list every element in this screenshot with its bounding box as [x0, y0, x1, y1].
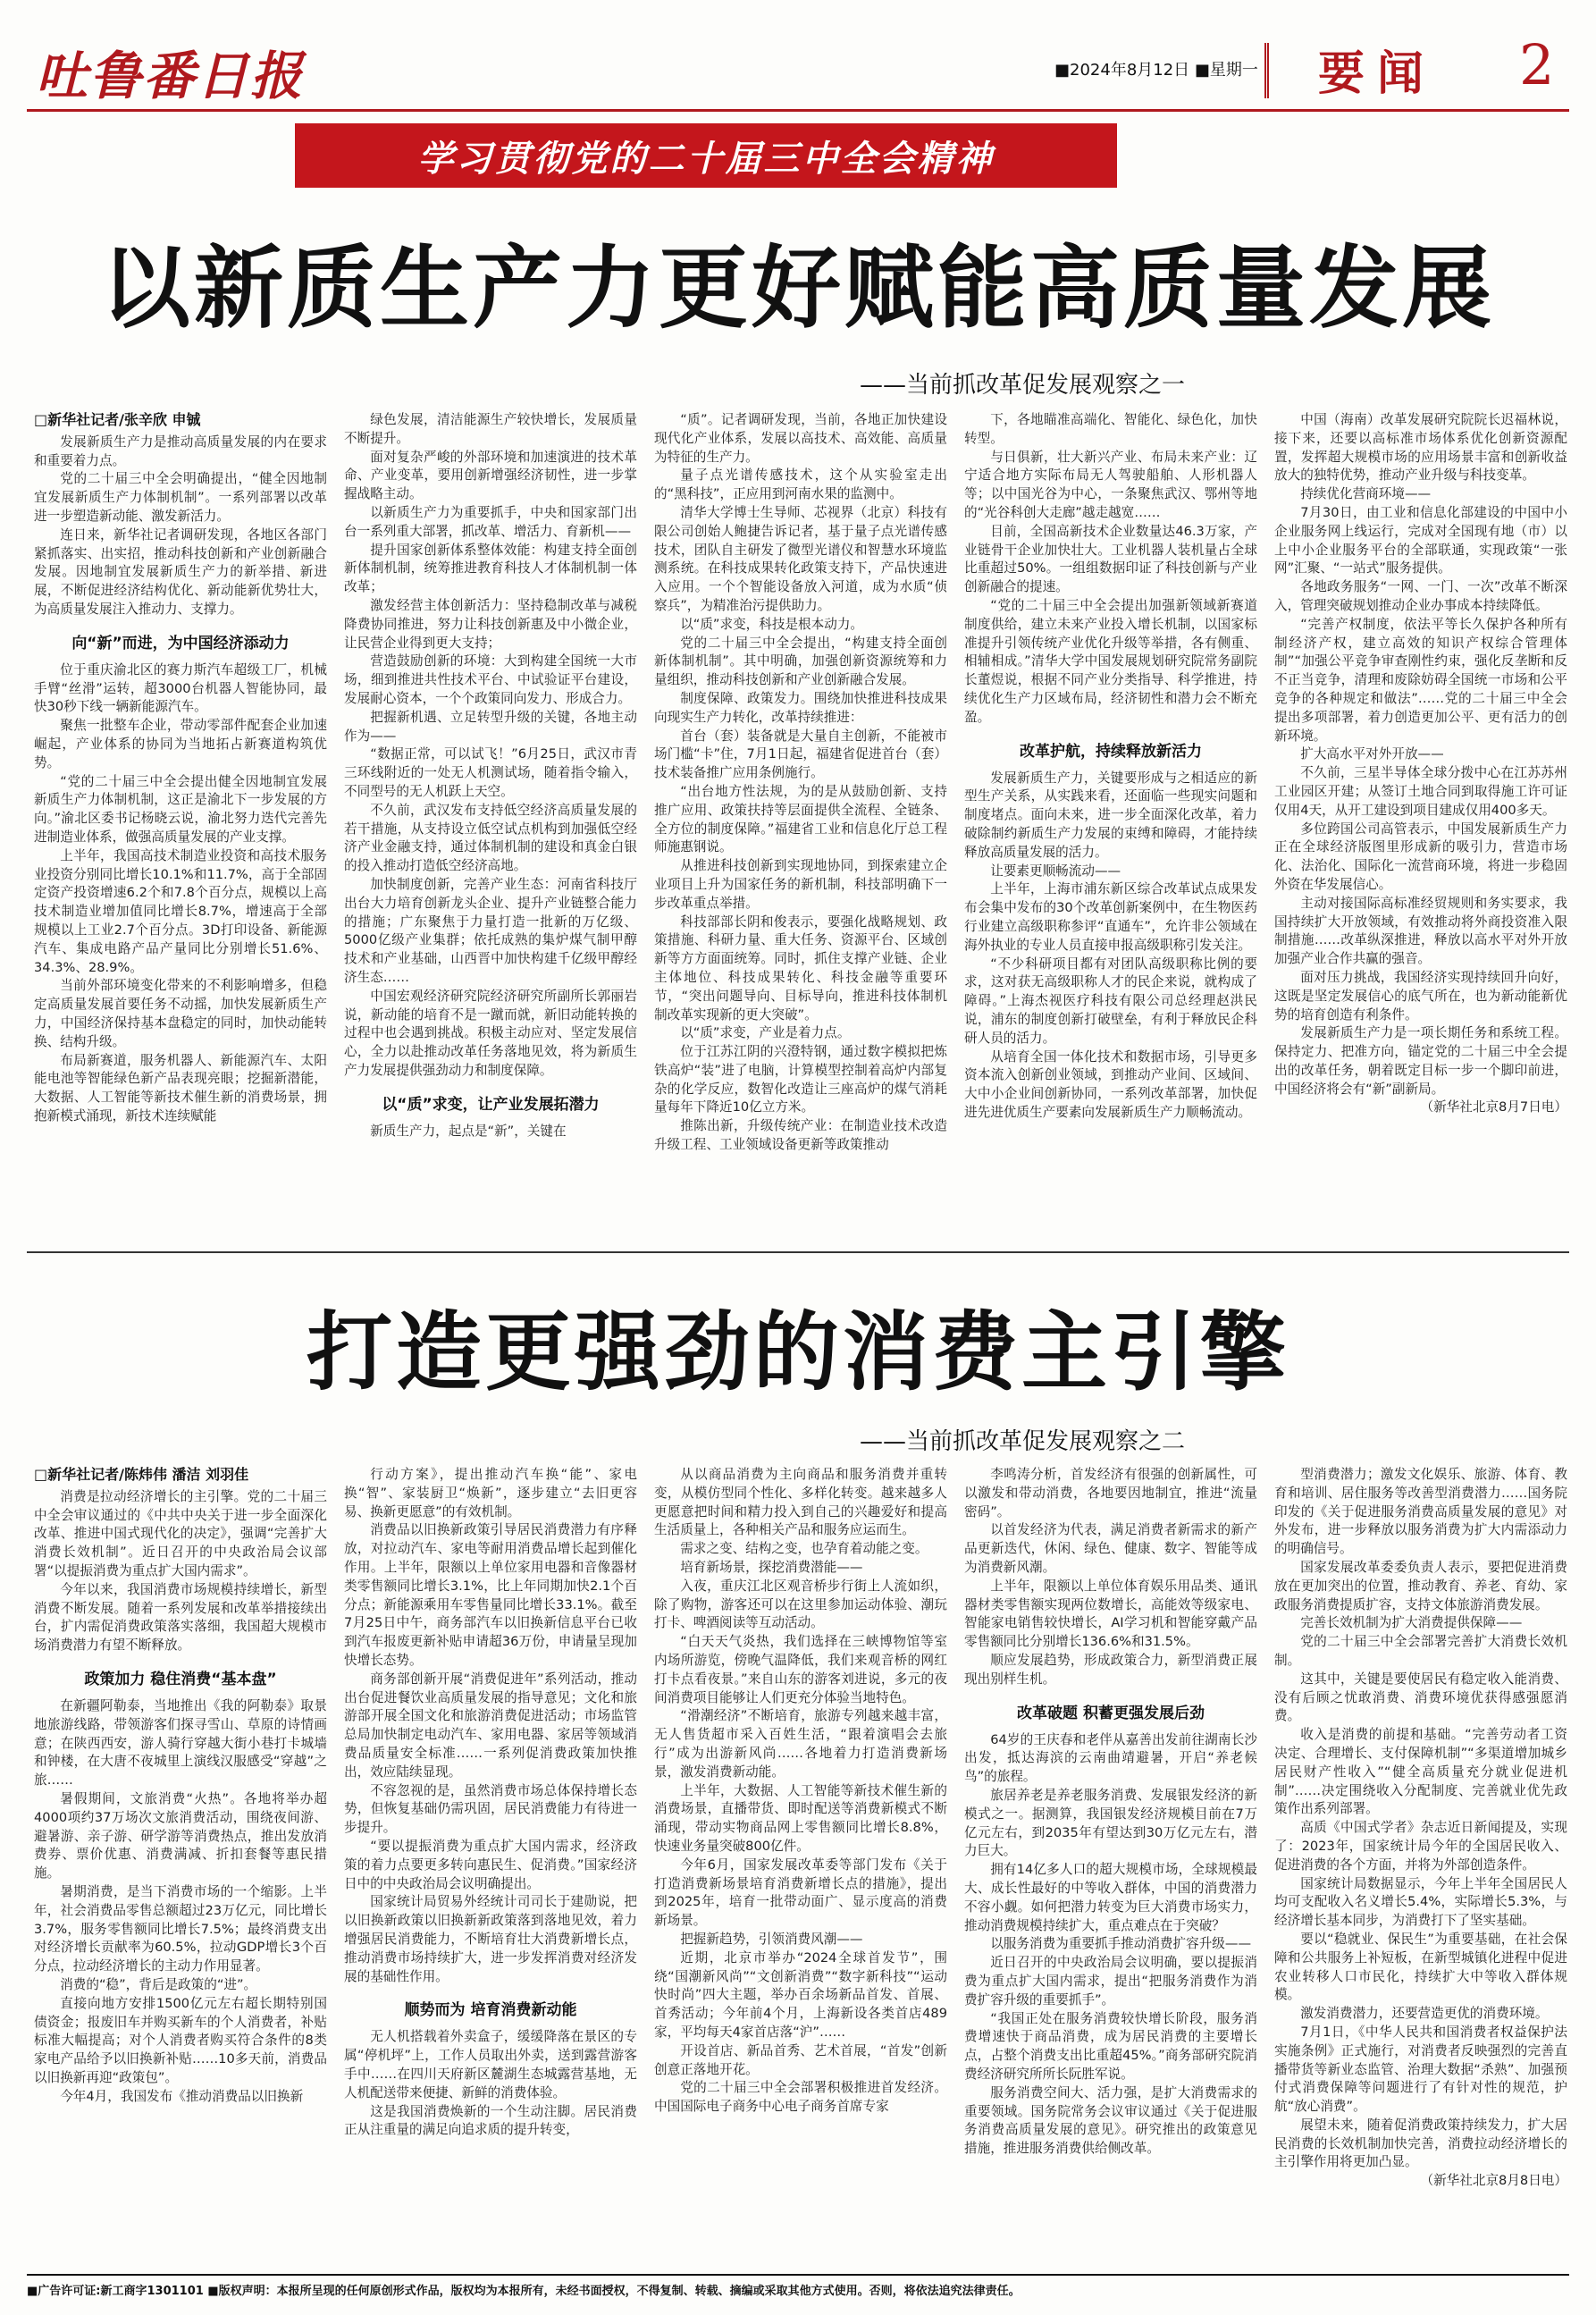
paragraph: 拥有14亿多人口的超大规模市场，全球规模最大、成长性最好的中等收入群体，中国的消费潜力不容小觑。如何把潜力转变为巨大消费市场实力，推动消费规模持续扩大，重点难点在于突破？ [964, 1862, 1257, 1933]
paragraph: 量子点光谱传感技术，这个从实验室走出的“黑科技”，正应用到河南水果的监测中。 [654, 467, 947, 502]
article1-column [964, 411, 1257, 1233]
masthead-rule [27, 109, 1569, 112]
paragraph: 当前外部环境变化带来的不利影响增多，但稳定高质量发展首要任务不动摇，加快发展新质生产力，中国经济保持基本盘稳定的同时，加快动能转换、结构升级。 [34, 978, 327, 1049]
paragraph: 党的二十届三中全会明确提出，“健全因地制宜发展新质生产力体制机制”。一系列部署以改革进一步塑造新动能、激发新活力。 [34, 471, 327, 524]
masthead [0, 0, 1596, 134]
paragraph: 党的二十届三中全会部署积极推进首发经济。中国国际电子商务中心电子商务首席专家 [654, 2080, 947, 2115]
paragraph: “不少科研项目都有对团队高级职称比例的要求，这对获无高级职称人才的民企来说，就构成了障碍。”上海杰视医疗科技有限公司总经理赵洪民说，浦东的制度创新打破壁垒，有利于释放民企科研人员的活力。 [964, 955, 1257, 1046]
paragraph: 制度保障、政策发力。围绕加快推进科技成果向现实生产力转化，改革持续推进： [654, 690, 947, 725]
paragraph: 高质《中国式学者》杂志近日新闻提及，实现了：2023年，国家统计局今年的全国居民收入、促进消费的各个方面，并将为外部创造条件。 [1274, 1820, 1567, 1873]
article1-subhead: ——当前抓改革促发展观察之一 [859, 372, 1185, 399]
paragraph: 位于江苏江阴的兴澄特钢，通过数字模拟把炼铁高炉“装”进了电脑，计算模型控制着高炉内部复杂的化学反应，数智化改造让三座高炉的煤气消耗量每年下降近10亿立方米。 [654, 1044, 947, 1115]
paragraph: 从培育全国一体化技术和数据市场，引导更多资本流入创新创业领域，到推动产业间、区域间、大中小企业间创新协同，一系列改革部署，加快促进先进优质生产要素向发展新质生产力顺畅流动。 [964, 1048, 1257, 1120]
paragraph: 从推进科技创新到实现地协同，到探索建立企业项目上升为国家任务的新机制，科技部明确下一步改革重点举措。 [654, 858, 947, 911]
article2-column [34, 1466, 327, 2261]
page-number: 2 [1519, 32, 1555, 97]
paragraph: 消费品以旧换新政策引导居民消费潜力有序释放，对拉动汽车、家电等耐用消费品增长起到催化作用。上半年，限额以上单位家用电器和音像器材类零售额同比增长3.1%，比上年同期加快2.1个百分点；新能源乘用车零售量同比增长33.1%。截至7月25日中午，商务部汽车以旧换新信息平台已收到汽车报废更新补贴申请超36万份，申请量呈现加快增长态势。 [344, 1522, 637, 1668]
paragraph: 近期，北京市举办“2024全球首发节”，围绕“国潮新风尚”“文创新消费”“数字新科技”“运动快时尚”四大主题，举办百余场新品首发、首展、首秀活动；今年前4个月，上海新设各类首店489家，平均每天4家首店落“沪”…… [654, 1949, 947, 2040]
paragraph: 中国（海南）改革发展研究院院长迟福林说，接下来，还要以高标准市场体系优化创新资源配置，发挥超大规模市场的应用场景丰富和创新收益放大的独特优势，推动产业升级与科技变革。 [1274, 412, 1567, 484]
paragraph: 需求之变、结构之变，也孕育着动能之变。 [680, 1541, 928, 1557]
paragraph: 这是我国消费焕新的一个生动注脚。居民消费正从注重量的满足向追求质的提升转变， [344, 2103, 637, 2138]
paragraph: 收入是消费的前提和基础。“完善劳动者工资决定、合理增长、支付保障机制”“多渠道增加城乡居民财产性收入”“健全高质量充分就业促进机制”……决定围绕收入分配制度、完善就业优先政策作出系列部署。 [1274, 1727, 1567, 1817]
subheading: 改革破题 积蓄更强发展后劲 [1017, 1704, 1205, 1722]
paragraph: 持续优化营商环境—— [1300, 486, 1432, 502]
paragraph: 今年6月，国家发展改革委等部门发布《关于打造消费新场景培育消费新增长点的措施》，提出到2025年，培育一批带动面广、显示度高的消费新场景。 [654, 1856, 947, 1929]
paragraph: 中国宏观经济研究院经济研究所副所长郭丽岩说，新动能的培育不是一蹴而就，新旧动能转换的过程中也会遇到挑战。积极主动应对、坚定发展信心，全力以赴推动改革任务落地见效，将为新质生产力发展提供强劲动力和制度保障。 [344, 988, 637, 1078]
paragraph: 绿色发展，清洁能源生产较快增长，发展质量不断提升。 [344, 412, 637, 446]
paragraph: “我国正处在服务消费较快增长阶段，服务消费增速快于商品消费，成为居民消费的主要增长点，占整个消费支出比重超45%。”商务部研究院消费经济研究所所长阮胜军说。 [964, 2010, 1257, 2082]
paragraph: 发展新质生产力是推动高质量发展的内在要求和重要着力点。 [34, 434, 327, 468]
paragraph: 布局新赛道，服务机器人、新能源汽车、太阳能电池等智能绿色新产品表现亮眼；挖掘新潜能，大数据、人工智能等新技术催生新的消费场景，拥抱新模式涌现，新技术连续赋能 [34, 1052, 327, 1124]
dateline-source: （新华社北京8月7日电） [1420, 1099, 1567, 1115]
paragraph: 入夜，重庆江北区观音桥步行街上人流如织，除了购物，游客还可以在这里参加运动体验、潮玩打卡、啤酒阅读等互动活动。 [654, 1578, 947, 1631]
paragraph: 国家发展改革委委负责人表示，要把促进消费放在更加突出的位置，推动教育、养老、育幼、家政服务消费提质扩容，支持文体旅游消费发展。 [1274, 1559, 1567, 1612]
paragraph: 以服务消费为重要抓手推动消费扩容升级—— [990, 1936, 1252, 1952]
paragraph: 推陈出新，升级传统产业：在制造业技术改造升级工程、工业领域设备更新等政策推动 [654, 1118, 947, 1153]
paragraph: 行动方案》，提出推动汽车换“能”、家电换“智”、家装厨卫“焕新”，逐步建立“去旧更容易、换新更愿意”的有效机制。 [344, 1467, 637, 1519]
paragraph: 面对压力挑战，我国经济实现持续回升向好，这既是坚定发展信心的底气所在，也为新动能新优势的培育创造有利条件。 [1274, 969, 1567, 1023]
paragraph: 多位跨国公司高管表示，中国发展新质生产力正在全球经济版图里形成新的吸引力，营造市场化、法治化、国际化一流营商环境，将进一步稳固外资在华发展信心。 [1274, 821, 1567, 892]
article1-column [654, 411, 947, 1233]
paragraph: 顺应发展趋势，形成政策合力，新型消费正展现出别样生机。 [964, 1652, 1257, 1687]
paragraph: “要以提振消费为重点扩大国内需求，经济政策的着力点要更多转向惠民生、促消费。”国家经济日中的中央政治局会议明确提出。 [344, 1838, 637, 1891]
dateline-source: （新华社北京8月8日电） [1420, 2173, 1567, 2189]
paragraph: 首台（套）装备就是大量自主创新，不能被市场门槛“卡”住，7月1日起，福建省促进首台（套）技术装备推广应用条例施行。 [654, 728, 947, 781]
paragraph: 培育新场景，探挖消费潜能—— [680, 1559, 863, 1575]
subheading: 以“质”求变，让产业发展拓潜力 [382, 1095, 600, 1114]
paragraph: 位于重庆渝北区的赛力斯汽车超级工厂，机械手臂“丝滑”运转，超3000台机器人智能协同，最快30秒下线一辆新能源汽车。 [34, 661, 327, 715]
paragraph: “党的二十届三中全会提出健全因地制宜发展新质生产力体制机制，这正是渝北下一步发展的方向。”渝北区委书记杨晓云说，渝北努力迭代完善先进制造业体系，做强高质量发展的产业支撑。 [34, 773, 327, 845]
paragraph: 发展新质生产力，关键要形成与之相适应的新型生产关系，从实践来看，还面临一些现实问题和制度堵点。面向未来，进一步全面深化改革，着力破除制约新质生产力发展的束缚和障碍，才能持续释放高质量发展的活力。 [964, 770, 1257, 860]
paragraph: 把握新机遇、立足转型升级的关键，各地主动作为—— [344, 709, 637, 744]
article2-column [654, 1466, 947, 2261]
paragraph: “党的二十届三中全会提出加强新领域新赛道制度供给，建立未来产业投入增长机制，以国家标准提升引领传统产业优化升级等举措，各有侧重、相辅相成。”清华大学中国发展规划研究院常务副院长董煜说，根据不同产业分类指导、科学推进，持续优化生产力区域布局，经济韧性和潜力会不断充盈。 [964, 597, 1257, 725]
paragraph: 激发经营主体创新活力：坚持稳制改革与减税降费协同推进，努力让科技创新惠及中小微企业，让民营企业得到更大支持； [344, 597, 637, 651]
article2-subhead: ——当前抓改革促发展观察之二 [859, 1428, 1185, 1455]
paragraph: 上半年，上海市浦东新区综合改革试点成果发布会集中发布的30个改革创新案例中，在生物医药行业建立高级职称参评“直通车”，允许非公领域在海外执业的专业人员直接申报高级职称引发关注。 [964, 881, 1257, 953]
paragraph: 近日召开的中央政治局会议明确，要以提振消费为重点扩大国内需求，提出“把服务消费作为消费扩容升级的重要抓手”。 [964, 1955, 1257, 2008]
article2-column [1274, 1466, 1567, 2261]
paragraph: “完善产权制度，依法平等长久保护各种所有制经济产权，建立高效的知识产权综合管理体制”“加强公平竞争审查刚性约束，强化反垄断和反不正当竞争，清理和废除妨碍全国统一市场和公平竞争的各种规定和做法”……党的二十届三中全会提出多项部署，着力创造更加公平、更有活力的创新环境。 [1274, 616, 1567, 744]
paragraph: 在新疆阿勒泰，当地推出《我的阿勒泰》取景地旅游线路，带领游客们探寻雪山、草原的诗情画意；在陕西西安，游人骑行穿越大街小巷打卡城墙和钟楼，在大唐不夜城里上演线汉服感受“穿越”之旅…… [34, 1697, 327, 1789]
paragraph: 消费的“稳”，背后是政策的“进”。 [60, 1976, 257, 1992]
subheading: 改革护航，持续释放新活力 [1020, 742, 1202, 761]
paragraph: 要以“稳就业、保民生”为重要基础，在社会保障和公共服务上补短板，在新型城镇化进程中促进农业转移人口市民化，持续扩大中等收入群体规模。 [1274, 1931, 1567, 2003]
paragraph: “滑潮经济”不断培育，旅游专列越来越丰富，无人售货超市采入百姓生活，“跟着演唱会去旅行”成为出游新风尚……各地着力打造消费新场景，激发消费新动能。 [654, 1708, 947, 1780]
article1-column [344, 411, 637, 1233]
paragraph: 开设首店、新品首秀、艺术首展，“首发”创新创意正落地开花。 [654, 2042, 947, 2077]
article2-headline: 打造更强劲的消费主引擎 [307, 1301, 1289, 1402]
paragraph: 不容忽视的是，虽然消费市场总体保持增长态势，但恢复基础仍需巩固，居民消费能力有待进一步提升。 [344, 1782, 637, 1836]
paragraph: 加快制度创新，完善产业生态：河南省科技厅出台大力培育创新龙头企业、提升产业链整合能力的措施；广东聚焦于力量打造一批新的万亿级、5000亿级产业集群；依托成熟的集炉煤气制甲醇技术和产业基础，山西晋中加快构建千亿级甲醇经济生态…… [344, 876, 637, 985]
paragraph: 以“质”求变，科技是根本动力。 [680, 616, 864, 632]
paragraph: 扩大高水平对外开放—— [1300, 746, 1444, 762]
paragraph: 以“质”求变，产业是着力点。 [680, 1025, 851, 1041]
paragraph: 与日俱新，壮大新兴产业、布局未来产业：辽宁适合地方实际布局无人驾驶船舶、人形机器人等；以中国光谷为中心，一条聚焦武汉、鄂州等地的“光谷科创大走廊”越走越宽…… [964, 449, 1257, 520]
paragraph: 64岁的王庆春和老伴从嘉善出发前往湖南长沙出发，抵达海滨的云南曲靖避暑，开启“养老候鸟”的旅程。 [964, 1731, 1257, 1785]
paragraph: 旅居养老是养老服务消费、发展银发经济的新模式之一。据测算，我国银发经济规模目前在7万亿元左右，到2035年有望达到30万亿元左右，潜力巨大。 [964, 1787, 1257, 1859]
paragraph: 暑期消费，是当下消费市场的一个缩影。上半年，社会消费品零售总额超过23万亿元，同比增长3.7%，服务零售额同比增长7.5%；最终消费支出对经济增长贡献率为60.5%，拉动GDP增长3个百分点，拉动经济增长的主动力作用显著。 [34, 1883, 327, 1974]
article1-column [1274, 411, 1567, 1233]
paragraph: 直接向地方安排1500亿元左右超长期特别国债资金；报废旧车并购买新车的个人消费者，补贴标准大幅提高；对个人消费者购买符合条件的8类家电产品给予以旧换新补贴……10多天前，消费品以旧换新再迎“政策包”。 [34, 1995, 327, 2085]
paragraph: 以首发经济为代表，满足消费者新需求的新产品更新迭代，休闲、绿色、健康、数字、智能等成为消费新风潮。 [964, 1522, 1257, 1575]
paragraph: 上半年，大数据、人工智能等新技术催生新的消费场景，直播带货、即时配送等消费新模式不断涌现，带动实物商品网上零售额同比增长8.8%，快速业务量突破800亿件。 [654, 1782, 947, 1854]
paragraph: 科技部部长阴和俊表示，要强化战略规划、政策措施、科研力量、重大任务、资源平台、区域创新等方方面面统筹。同时，抓住支撑产业链、企业主体地位、科技成果转化、科技金融等重要环节，“突出问题导向、目标导向，推进科技体制机制改革实现新的更大突破”。 [654, 913, 947, 1023]
paragraph: 让要素更顺畅流动—— [990, 863, 1121, 879]
paragraph: 党的二十届三中全会部署完善扩大消费长效机制。 [1274, 1634, 1567, 1668]
article-divider [27, 1251, 1569, 1253]
paragraph: 上半年，限额以上单位体育娱乐用品类、通讯器材类零售额实现两位数增长，高能效等级家电、智能家电销售较快增长，AI学习机和智能穿戴产品零售额同比分别增长136.6%和31.5%。 [964, 1578, 1257, 1650]
paragraph: 上半年，我国高技术制造业投资和高技术服务业投资分别同比增长10.1%和11.7%，高于全部固定资产投资增速6.2个和7.8个百分点，规模以上高技术制造业增加值同比增长8.7%，增速高于全部规模以上工业2.7个百分点。3D打印设备、新能源汽车、集成电路产品产量同比分别增长51.6%、34.3%、28.9%。 [34, 847, 327, 975]
article2-column [344, 1466, 637, 2261]
paragraph: “数据正常，可以试飞！”6月25日，武汉市青三环线附近的一处无人机测试场，随着指令输入，不同型号的无人机跃上天空。 [344, 746, 637, 799]
paragraph: “出台地方性法规，为的是从鼓励创新、支持推广应用、政策扶持等层面提供全流程、全链条、全方位的制度保障。”福建省工业和信息化厅总工程师施惠钢说。 [654, 783, 947, 855]
paragraph: 清华大学博士生导师、芯视界（北京）科技有限公司创始人鲍捷告诉记者，基于量子点光谱传感技术，团队自主研发了微型光谱仪和智慧水环境监测系统。在科技成果转化政策支持下，产品快速进入应用。一个个智能设备放入河道，成为水质“侦察兵”，为精准治污提供助力。 [654, 504, 947, 613]
byline: □新华社记者/张辛欣 申铖 [34, 411, 201, 428]
paragraph: 不久前，三星半导体全球分拨中心在江苏苏州工业园区开建；从签订土地合同到取得施工许可证仅用4天，从开工建设到项目建成仅用400多天。 [1274, 765, 1567, 818]
paragraph: 7月30日，由工业和信息化部建设的中国中小企业服务网上线运行，完成对全国现有地（市）以上中小企业服务平台的全部联通，实现政策“一张网”汇聚、“一站式”服务提供。 [1274, 504, 1567, 577]
subheading: 顺势而为 培育消费新动能 [404, 2001, 577, 2020]
paragraph: 无人机搭载着外卖盒子，缓缓降落在景区的专属“停机坪”上，工作人员取出外卖，送到露营游客手中……在四川天府新区麓湖生态城露营基地，无人机配送带来便捷、新鲜的消费体验。 [344, 2029, 637, 2100]
subheading: 向“新”而进，为中国经济添动力 [71, 634, 290, 652]
paragraph: 7月1日，《中华人民共和国消费者权益保护法实施条例》正式施行，对消费者反映强烈的完善直播带货等新业态监管、治理大数据“杀熟”、加强预付式消费保障等问题进行了有针对性的规范，护航“放心消费”。 [1274, 2024, 1567, 2115]
paragraph: “质”。记者调研发现，当前，各地正加快建设现代化产业体系，发展以高技术、高效能、高质量为特征的生产力。 [654, 412, 947, 465]
paragraph: 不久前，武汉发布支持低空经济高质量发展的若干措施，从支持设立低空试点机构到加强低空经济产业金融支持，通过体制机制的建设和真金白银的投入推动打造低空经济高地。 [344, 802, 637, 874]
paragraph: 各地政务服务“一网、一门、一次”改革不断深入，管理突破规划推动企业办事成本持续降低。 [1274, 579, 1567, 613]
paragraph: 党的二十届三中全会提出，“构建支持全面创新体制机制”。其中明确，加强创新资源统筹和力量组织，推动科技创新和产业创新融合发展。 [654, 635, 947, 688]
newspaper-logo: 吐鲁番日报 [36, 46, 305, 106]
paragraph: 暑假期间，文旅消费“火热”。各地将举办超4000项约37万场次文旅消费活动，围绕夜间游、避暑游、亲子游、研学游等消费热点，推出发放消费券、票价优惠、消费满减、折扣套餐等惠民措施。 [34, 1790, 327, 1881]
paragraph: 这其中，关键是要使居民有稳定收入能消费、没有后顾之忧敢消费、消费环境优获得感强愿消费。 [1274, 1671, 1567, 1724]
paragraph: 李鸣涛分析，首发经济有很强的创新属性，可以激发和带动消费，各地要因地制宜，推进“流量密码”。 [964, 1467, 1257, 1519]
paragraph: 新质生产力，起点是“新”，关键在 [370, 1123, 567, 1139]
paragraph: 国家统计局数据显示，今年上半年全国居民人均可支配收入名义增长5.4%，实际增长5.3%，与经济增长基本同步，为消费打下了坚实基础。 [1274, 1875, 1567, 1929]
paragraph: 提升国家创新体系整体效能：构建支持全面创新体制机制，统筹推进教育科技人才体制机制一体改革； [344, 542, 637, 595]
paragraph: “白天天气炎热，我们选择在三峡博物馆等室内场所游览，傍晚气温降低，我们来观音桥的网红打卡点看夜景。”来自山东的游客刘进说，多元的夜间消费项目能够让人们更充分体验当地特色。 [654, 1634, 947, 1705]
paragraph: 聚焦一批整车企业，带动零部件配套企业加速崛起，产业体系的协同为当地拓占新赛道构筑优势。 [34, 718, 327, 770]
paragraph: 今年以来，我国消费市场规模持续增长，新型消费不断发展。随着一系列发展和改革举措接续出台，扩内需促消费政策落实落细，我国超大规模市场消费潜力有望不断释放。 [34, 1581, 327, 1654]
paragraph: 型消费潜力；激发文化娱乐、旅游、体育、教育和培训、居住服务等改善型消费潜力……国务院印发的《关于促进服务消费高质量发展的意见》对外发布，进一步释放以服务消费为扩大内需添动力的明确信号。 [1274, 1467, 1567, 1557]
paragraph: 商务部创新开展“消费促进年”系列活动，推动出台促进餐饮业高质量发展的指导意见；文化和旅游部开展全国文化和旅游消费促进活动；市场监管总局加快制定电动汽车、家用电器、家居等领域消费品质量安全标准……一系列促消费政策加快推出，效应陆续显现。 [344, 1671, 637, 1780]
section-title: 要闻 [1318, 47, 1437, 101]
paragraph: 发展新质生产力是一项长期任务和系统工程。保持定力、把准方向，锚定党的二十届三中全会提出的改革任务，朝着既定目标一步一个脚印前进，中国经济将会有“新”副新局。 [1274, 1025, 1567, 1097]
paragraph: 面对复杂严峻的外部环境和加速演进的技术革命、产业变革，要用创新增强经济韧性，进一步掌握战略主动。 [344, 449, 637, 502]
footer-notice: ■广告许可证:新工商字1301101 ■版权声明：本报所呈现的任何原创形式作品，版权均为本报所有，未经书面授权，不得复制、转载、摘编或采取其他方式使用。否则，将依法追究法律责任。 [27, 2285, 1021, 2298]
article1-headline: 以新质生产力更好赋能高质量发展 [101, 235, 1495, 341]
paragraph: 目前，全国高新技术企业数量达46.3万家，产业链骨干企业加快壮大。工业机器人装机量占全球比重超过50%。一组组数据印证了科技创新与产业创新融合的提速。 [964, 523, 1257, 595]
masthead-separator [1264, 43, 1269, 98]
footer-rule [27, 2274, 1569, 2276]
paragraph: 以新质生产力为重要抓手，中央和国家部门出台一系列重大部署，抓改革、增活力、育新机—— [344, 504, 637, 539]
paragraph: 把握新趋势，引领消费风潮—— [680, 1931, 863, 1947]
paragraph: 营造鼓励创新的环境：大到构建全国统一大市场，细到推进共性技术平台、中试验证平台建设，发展耐心资本，一个个政策同向发力、形成合力。 [344, 653, 637, 706]
dateline: ■2024年8月12日 ■星期一 [1054, 61, 1258, 80]
paragraph: 展望未来，随着促消费政策持续发力，扩大居民消费的长效机制加快完善，消费拉动经济增长的主引擎作用将更加凸显。 [1274, 2117, 1567, 2170]
paragraph: 服务消费空间大、活力强，是扩大消费需求的重要领域。国务院常务会议审议通过《关于促进服务消费高质量发展的意见》。研究推出的政策意见措施，推进服务消费供给侧改革。 [964, 2084, 1257, 2157]
article2-column [964, 1466, 1257, 2261]
paragraph: 完善长效机制为扩大消费提供保障—— [1300, 1615, 1523, 1631]
paragraph: 连日来，新华社记者调研发现，各地区各部门紧抓落实、出实招，推动科技创新和产业创新融合发展。因地制宜发展新质生产力的新举措、新进展，不断促进经济结构优化、新动能新优势壮大，为高质量发展注入推动力、支撑力。 [34, 526, 327, 617]
paragraph: 从以商品消费为主向商品和服务消费并重转变，从模仿型同个性化、多样化转变。越来越多人更愿意把时间和精力投入到自己的兴趣爱好和提高生活质量上，各种相关产品和服务应运而生。 [654, 1467, 947, 1538]
paragraph: 激发消费潜力，还要营造更优的消费环境。 [1300, 2006, 1549, 2022]
paragraph: 消费是拉动经济增长的主引擎。党的二十届三中全会审议通过的《中共中央关于进一步全面深化改革、推进中国式现代化的决定》，强调“完善扩大消费长效机制”。近日召开的中央政治局会议部署“以提振消费为重点扩大国内需求”。 [34, 1488, 327, 1578]
paragraph: 下，各地瞄准高端化、智能化、绿色化，加快转型。 [964, 412, 1257, 446]
article1-column [34, 411, 327, 1233]
byline: □新华社记者/陈炜伟 潘洁 刘羽佳 [34, 1466, 249, 1483]
paragraph: 今年4月，我国发布《推动消费品以旧换新 [60, 2088, 304, 2104]
paragraph: 国家统计局贸易外经统计司司长于建勋说，把以旧换新政策以旧换新新政策落到落地见效，着力增强居民消费能力，不断培育壮大消费新增长点，推动消费市场持续扩大，进一步发挥消费对经济发展的基础性作用。 [344, 1894, 637, 1984]
paragraph: 主动对接国际高标准经贸规则和务实要求，我国持续扩大开放领域，有效推动将外商投资准入限制措施……改革纵深推进，释放以高水平对外开放加强产业合作共赢的强音。 [1274, 895, 1567, 967]
theme-banner: 学习贯彻党的二十届三中全会精神 [295, 123, 1117, 188]
subheading: 政策加力 稳住消费“基本盘” [84, 1670, 277, 1688]
